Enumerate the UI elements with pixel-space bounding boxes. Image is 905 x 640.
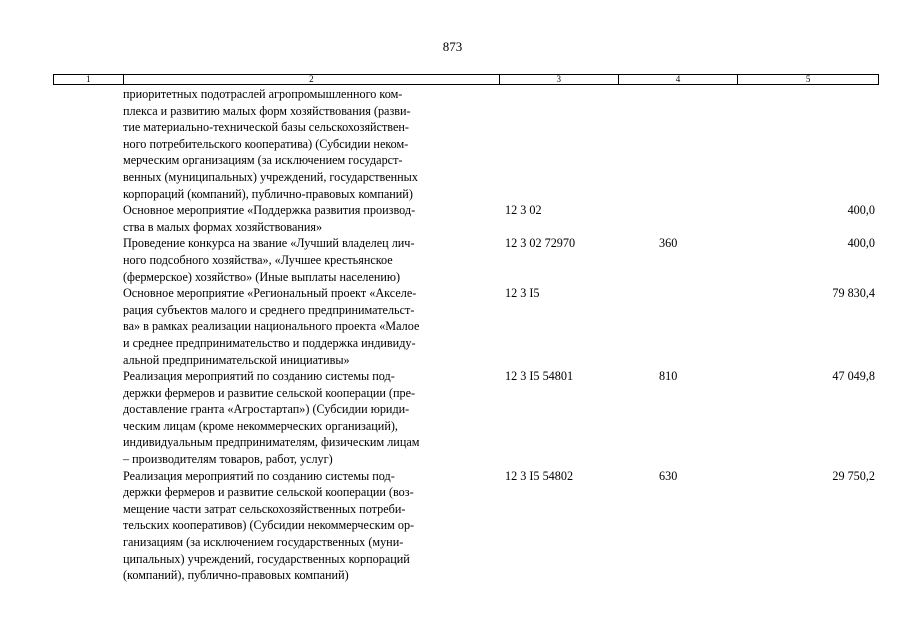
row-amount: 29 750,2: [832, 468, 875, 483]
description-line: ного потребительского кооператива) (Субсидии неком-: [123, 136, 409, 151]
description-line: доставление гранта «Агростартап») (Субсидии юриди-: [123, 402, 410, 417]
empty-cell: [53, 368, 123, 468]
row-description: [123, 285, 500, 368]
empty-cell: [53, 86, 123, 202]
table-row: [53, 235, 879, 285]
header-col-5: 5: [805, 74, 811, 84]
description-line: альной предпринимательской инициативы»: [123, 352, 350, 367]
row-description: [123, 468, 500, 584]
empty-cell: [53, 285, 123, 368]
empty-cell: [53, 235, 123, 285]
description-line: плекса и развитию малых форм хозяйствования (разви-: [123, 103, 411, 118]
empty-cell: [53, 468, 123, 584]
row-type: 630: [659, 468, 678, 483]
header-col-3: 3: [500, 75, 619, 84]
row-amount: 400,0: [847, 203, 875, 218]
row-code: 12 3 I5: [505, 286, 540, 301]
description-line: (компаний), публично-правовых компаний): [123, 568, 349, 583]
row-amount: 47 049,8: [832, 369, 875, 384]
description-line: тие материально-технической базы сельскохозяйствен-: [123, 120, 409, 135]
row-code: [500, 86, 619, 202]
description-line: – производителям товаров, работ, услуг): [123, 452, 333, 467]
header-col-1: 1: [54, 75, 124, 84]
row-code: 12 3 I5 54802: [505, 468, 574, 483]
description-line: ного подсобного хозяйства», «Лучшее крестьянское: [123, 252, 393, 267]
description-line: Основное мероприятие «Поддержка развития производ-: [123, 203, 416, 218]
description-line: и среднее предпринимательство и поддержка индивиду-: [123, 335, 416, 350]
description-line: мещение части затрат сельскохозяйственных потреби-: [123, 501, 406, 516]
description-line: ва» в рамках реализации национального проекта «Малое: [123, 319, 420, 334]
table-row: [53, 368, 879, 468]
header-col-4: 4: [619, 75, 739, 84]
row-description: [123, 368, 500, 468]
description-line: держки фермеров и развитие сельской кооперации (воз-: [123, 485, 414, 500]
row-type: [619, 86, 739, 202]
description-line: индивидуальным предпринимателям, физическим лицам: [123, 435, 420, 450]
description-line: Основное мероприятие «Региональный проект «Акселе-: [123, 286, 417, 301]
description-line: Проведение конкурса на звание «Лучший владелец лич-: [123, 236, 415, 251]
row-code: 12 3 02 72970: [505, 236, 576, 251]
row-amount: 79 830,4: [832, 286, 875, 301]
description-line: рация субъектов малого и среднего предпринимательст-: [123, 302, 415, 317]
row-type: [619, 285, 739, 368]
row-description: [123, 202, 500, 235]
table-row: [53, 86, 879, 202]
row-type: [619, 202, 739, 235]
row-description: [123, 235, 500, 285]
description-line: корпораций (компаний), публично-правовых компаний): [123, 186, 413, 201]
table-body: [53, 86, 879, 584]
description-line: венных (муниципальных) учреждений, государственных: [123, 169, 418, 184]
description-line: Реализация мероприятий по созданию системы под-: [123, 468, 395, 483]
table-row: [53, 468, 879, 584]
empty-cell: [53, 202, 123, 235]
row-type: 810: [659, 369, 678, 384]
row-amount: 400,0: [847, 236, 875, 251]
description-line: тельских кооперативов) (Субсидии некоммерческим ор-: [123, 518, 415, 533]
row-code: 12 3 02: [505, 203, 542, 218]
description-line: держки фермеров и развитие сельской кооперации (пре-: [123, 385, 416, 400]
description-line: ципальных) учреждений, государственных корпораций: [123, 551, 410, 566]
description-line: приоритетных подотраслей агропромышленного ком-: [123, 87, 403, 101]
row-code: 12 3 I5 54801: [505, 369, 574, 384]
description-line: мерческим организациям (за исключением государст-: [123, 153, 403, 168]
row-type: 360: [659, 236, 678, 251]
description-line: (фермерское) хозяйство» (Иные выплаты населению): [123, 269, 401, 284]
table-header: [53, 74, 879, 85]
page-number: 873: [442, 39, 463, 54]
header-col-2: 2: [124, 75, 500, 84]
table-row: [53, 202, 879, 235]
description-line: Реализация мероприятий по созданию системы под-: [123, 369, 395, 384]
description-line: ства в малых формах хозяйствования»: [123, 219, 323, 234]
description-line: ганизациям (за исключением государственных (муни-: [123, 535, 404, 550]
row-description: [123, 86, 500, 202]
row-amount: [739, 86, 879, 202]
table-row: [53, 285, 879, 368]
description-line: ческим лицам (кроме некоммерческих организаций),: [123, 418, 398, 433]
